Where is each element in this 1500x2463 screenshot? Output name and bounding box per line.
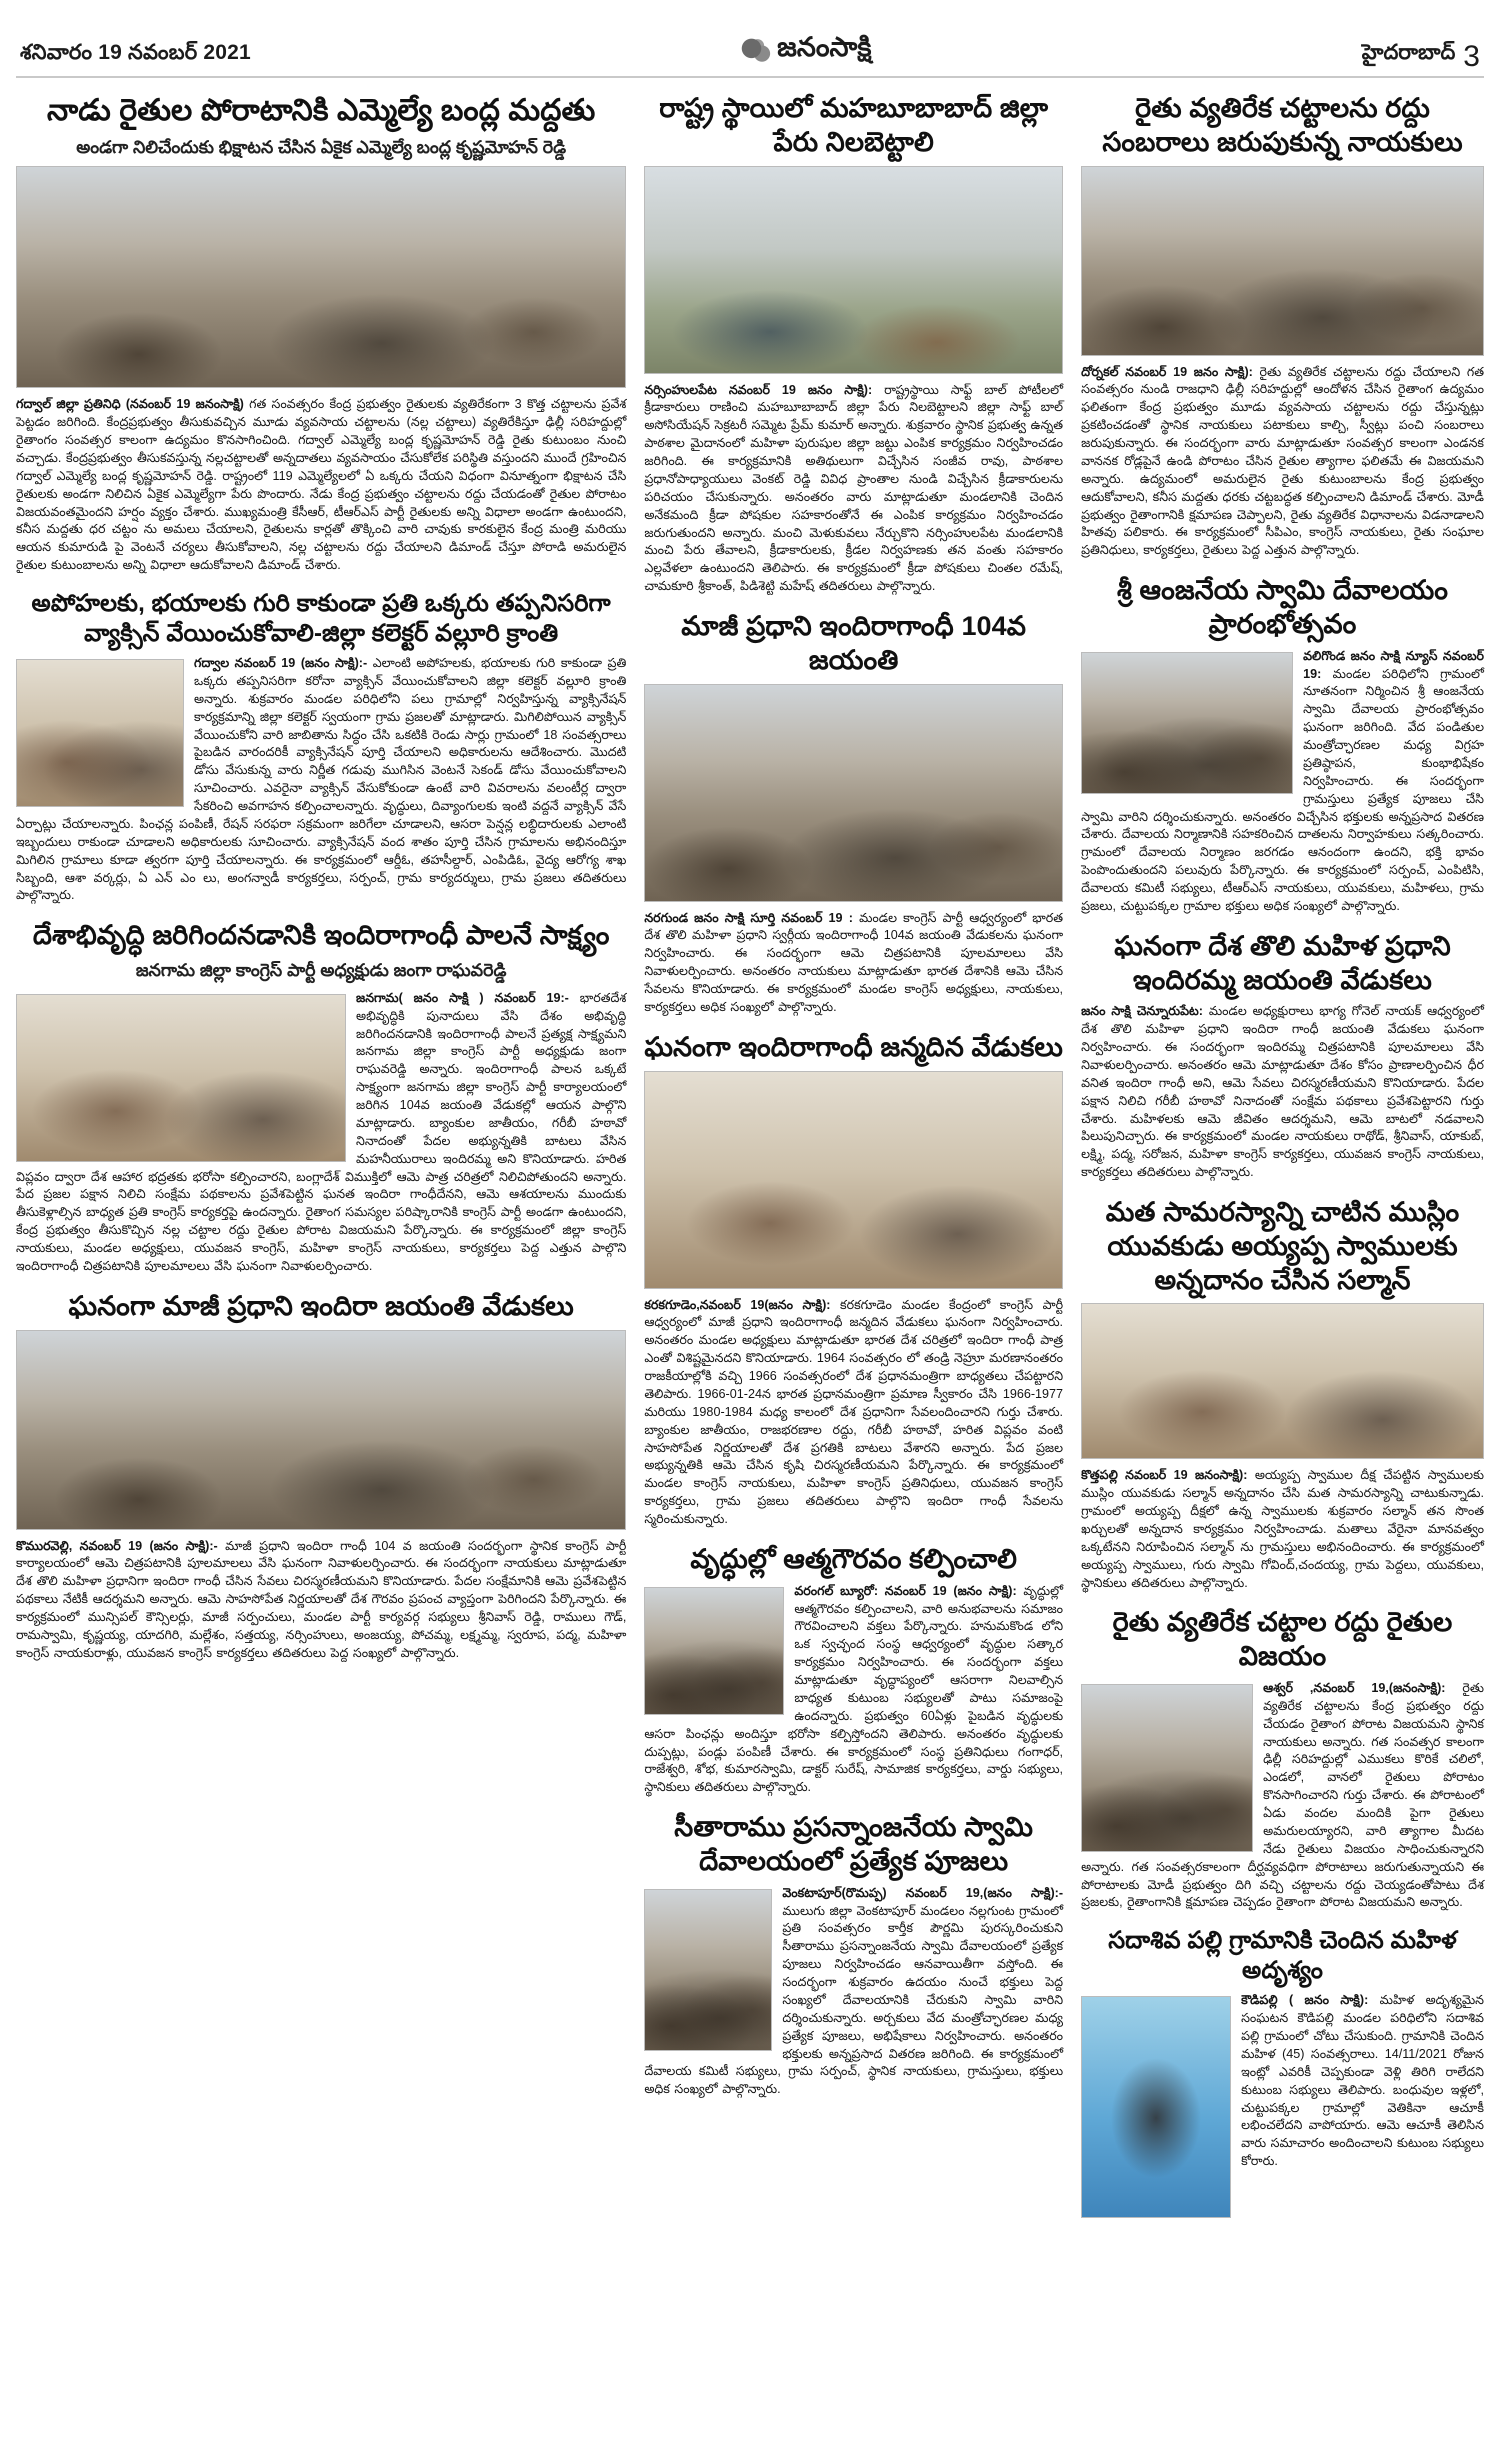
article-body: వెంకటాపూర్(రొమప్ప) నవంబర్ 19,(జనం సాక్షి):- ములుగు జిల్లా వెంకటాపూర్ మండలం నల్లగుంట గ్రామంలో ప్రతి సంవత్సరం కార్తీక పౌర్ణమి పురస్కరించుకుని సీతారాము ప్రసన్నాంజనేయ స్వామి దేవాలయంలో ప్రత్యేక పూజలు నిర్వహించడం ఆనవాయితీగా వస్తోంది. ఈ సందర్భంగా శుక్రవారం ఉదయం నుంచే భక్తులు పెద్ద సంఖ్యలో దేవాలయానికి చేరుకుని స్వామి వారిని దర్శించుకున్నారు. అర్చకులు వేద మంత్రోచ్ఛారణల మధ్య ప్రత్యేక పూజలు, అభిషేకాలు నిర్వహించారు. అనంతరం భక్తులకు అన్నప్రసాద వితరణ జరిగింది. ఈ కార్యక్రమంలో దేవాలయ కమిటీ సభ్యులు, గ్రామ సర్పంచ్, స్థానిక నాయకులు, గ్రామస్తులు, భక్తులు అధిక సంఖ్యలో పాల్గొన్నారు. (644, 1885, 1064, 2097)
article-dateline: జనగామ( జనం సాక్షి ) నవంబర్ 19:- (356, 990, 569, 1005)
article-body: నరగుండ జనం సాక్షి సూర్తి నవంబర్ 19 : మండల కాంగ్రెస్ పార్టీ ఆధ్వర్యంలో భారత దేశ తొలి మహిళా ప్రధాని స్వర్గీయ ఇందిరాగాంధీ 104వ జయంతి వేడుకలను ఘనంగా నిర్వహించారు. ఈ సందర్భంగా ఆమె చిత్రపటానికి పూలమాలలు వేసి నివాళులర్పించారు. అనంతరం నాయకులు మాట్లాడుతూ భారత దేశానికి ఆమె చేసిన సేవలను కొనియాడారు. ఈ కార్యక్రమంలో మండల కాంగ్రెస్ అధ్యక్షులు, నాయకులు, కార్యకర్తలు అధిక సంఖ్యలో పాల్గొన్నారు. (644, 910, 1064, 1014)
article-body: కొత్తపల్లి నవంబర్ 19 జనంసాక్షి): అయ్యప్ప స్వాముల దీక్ష చేపట్టిన స్వాములకు ముస్లిం యువకుడు సల్మాన్ అన్నదానం చేసి మత సామరస్యాన్ని చాటుకున్నాడు. గ్రామంలో అయ్యప్ప దీక్షలో ఉన్న స్వాములకు శుక్రవారం సల్మాన్ తన సొంత ఖర్చులతో అన్నదాన కార్యక్రమం నిర్వహించాడు. మతాలు వేరైనా మానవత్వం ఒక్కటేనని నిరూపించిన సల్మాన్ ను గ్రామస్తులు అభినందించారు. ఈ కార్యక్రమంలో అయ్యప్ప స్వాములు, గురు స్వామి గోవింద్,చందయ్య, గ్రామ పెద్దలు, యువకులు, స్థానికులు తదితరులు పాల్గొన్నారు. (1081, 1468, 1484, 1590)
article-body: గద్వాల్ జిల్లా ప్రతినిధి (నవంబర్ 19 జనంసాక్షి) గత సంవత్సరం కేంద్ర ప్రభుత్వం రైతులకు వ్యతిరేకంగా 3 కొత్త చట్టాలను ప్రవేశ పెట్టడం జరిగింది. కేంద్రప్రభుత్వం తీసుకువచ్చిన మూడు వ్యవసాయ చట్టాలను (నల్ల చట్టాలు) వ్యతిరేకిస్తూ ఢిల్లీ సరిహద్దుల్లో రైతాంగం సంవత్సర కాలంగా ఉద్యమం కొనసాగించింది. గద్వాల్ ఎమ్మెల్యే బంద్ల కృష్ణమోహన్ రెడ్డి రైతు కుటుంబం నుంచి వచ్చాడు. కేంద్రప్రభుత్వం తీసుకవస్తున్న నల్లచట్టాలతో అన్నదాతలు వ్యవసాయం చేసుకోలేక పరిస్థితి వస్తుందని ముందే గ్రహించిన గద్వాల్ ఎమ్మెల్యే బంద్ల కృష్ణమోహన్ రెడ్డి. రాష్ట్రంలో 119 ఎమ్మెల్యేలలో ఏ ఒక్కరు చేయని విధంగా వినూత్నంగా భిక్షాటన చేసి రైతులకు అండగా నిలిచిన ఏకైక ఎమ్మెల్యేగా పేరు పొందారు. నేడు కేంద్ర ప్రభుత్వం చట్టాలను రద్దు చేయడంతో రైతుల పోరాటం విజయవంతమైందని హర్షం వ్యక్తం చేశారు. ముఖ్యమంత్రి కేసీఆర్, టీఆర్ఎస్ పార్టీ రైతులకు అన్ని విధాలా అండగా ఉంటుందని, కనీస మద్దతు ధర చట్టం ను అమలు చేయాలని, రైతులను కార్లతో తొక్కించి వారి చావుకు కారకులైన కేంద్ర మంత్రి మరియు ఆయన కుమారుడి పై వెంటనే చర్యలు తీసుకోవాలని, నల్ల చట్టాలను రద్దు చేయాలని డిమాండ్ చేస్తూ పోరాడి అమరులైన రైతుల కుటుంబాలను అన్ని విధాలా ఆదుకోవాలని డిమాండ్ చేశారు. (16, 397, 627, 573)
article-indira-rule-testimony (16, 919, 626, 1276)
article-missing-woman (1081, 1926, 1484, 2171)
article-farm-laws-repeal-celebration (1081, 92, 1484, 560)
article-headline: మాజీ ప్రధాని ఇందిరాగాంధీ 104వ జయంతి (681, 611, 1027, 675)
article-dateline: వరంగల్ బ్యూరో: నవంబర్ 19 (జనం సాక్షి): (794, 1583, 1017, 1598)
header-rule (16, 76, 1484, 78)
article-dateline: ఆశ్వర్ ,నవంబర్ 19,(జనంసాక్షి): (1263, 1680, 1446, 1695)
article-indira-birthday (644, 1031, 1063, 1529)
article-headline: శ్రీ ఆంజనేయ స్వామి దేవాలయం ప్రారంభోత్సవం (1116, 575, 1449, 639)
article-elderly-dignity (644, 1543, 1063, 1797)
masthead (741, 32, 871, 70)
article-photo (1081, 652, 1293, 794)
article-headline: అపోహలకు, భయాలకు గురి కాకుండా ప్రతి ఒక్కరు తప్పనిసరిగా వ్యాక్సిన్ వేయించుకోవాలి-జిల్లా కలెక్టర్ వల్లూరి క్రాంతి (31, 590, 611, 647)
article-headline: నాడు రైతుల పోరాటానికి ఎమ్మెల్యే బంద్ల మద్దతు (46, 94, 596, 127)
article-body: కొమురవెల్లి, నవంబర్ 19 (జనం సాక్షి):- మాజీ ప్రధాని ఇందిరా గాంధీ 104 వ జయంతి సందర్భంగా స్థానిక కాంగ్రెస్ పార్టీ కార్యాలయంలో ఆమె చిత్రపటానికి పూలమాలలు వేసి ఘనంగా నివాళులర్పించారు. ఈ సందర్భంగా నాయకులు మాట్లాడుతూ దేశ తొలి మహిళా ప్రధానిగా ఇందిరా గాంధీ చేసిన సేవలు చిరస్మరణీయమని కొనియాడారు. పేదల సంక్షేమానికి ఆమె ప్రవేశపెట్టిన పథకాలు నేటికీ ఆదర్శమని అన్నారు. ఆమె సాహసోపేత నిర్ణయాలతో దేశ గౌరవం ప్రపంచ వ్యాప్తంగా పెరిగిందని పేర్కొన్నారు. ఈ కార్యక్రమంలో మున్సిపల్ కౌన్సిలర్లు, మాజీ సర్పంచులు, మండల పార్టీ కార్యవర్గ సభ్యులు శ్రీనివాస్ రెడ్డి, రాములు గౌడ్, రామస్వామి, కృష్ణయ్య, యాదగిరి, మల్లేశం, సత్తయ్య, నర్సింహులు, అంజయ్య, పోచమ్మ, లక్ష్మమ్మ, స్వరూప, పద్మ, మహిళా కాంగ్రెస్ నాయకురాళ్లు, యువజన కాంగ్రెస్ కార్యకర్తలు తదితరులు పెద్ద సంఖ్యలో పాల్గొన్నారు. (16, 1538, 627, 1660)
article-temple-special-pujas (644, 1811, 1063, 2099)
article-headline: రైతు వ్యతిరేక చట్టాలను రద్దు సంబరాలు జరుపుకున్న నాయకులు (1102, 93, 1463, 157)
article-dateline: జనం సాక్షి చెన్నూరుపేట: (1081, 1004, 1203, 1019)
article-indiramma-jayanti-right (1081, 930, 1484, 1182)
article-headline: సదాశివ పల్లి గ్రామానికి చెందిన మహిళ అదృశ్యం (1108, 1927, 1457, 1985)
newspaper-logo-icon (741, 38, 771, 64)
article-photo (16, 659, 184, 807)
article-mla-bandla-support (16, 92, 626, 575)
article-body: జనగామ( జనం సాక్షి ) నవంబర్ 19:- భారతదేశ అభివృద్ధికి పునాదులు వేసి దేశం అభివృద్ధి జరిగిందనడానికి ఇందిరాగాంధీ పాలనే ప్రత్యక్ష సాక్ష్యమని జనగామ జిల్లా కాంగ్రెస్ పార్టీ అధ్యక్షుడు జంగా రాఘవరెడ్డి అన్నారు. ఇందిరాగాంధీ పాలన ఒక్కటే సాక్ష్యంగా జనగామ జిల్లా కాంగ్రెస్ పార్టీ కార్యాలయంలో జరిగిన 104వ జయంతి వేడుకల్లో ఆయన పాల్గొని మాట్లాడారు. బ్యాంకుల జాతీయం, గరీబీ హఠావో నినాదంతో పేదల అభ్యున్నతికి బాటలు వేసిన మహనీయురాలు ఇందిరమ్మ అని కొనియాడారు. హరిత విప్లవం ద్వారా దేశ ఆహార భద్రతకు భరోసా కల్పించారని, బంగ్లాదేశ్ విముక్తిలో ఆమె పాత్ర చరిత్రలో నిలిచిపోతుందని అన్నారు. పేద ప్రజల పక్షాన నిలిచి సంక్షేమ పథకాలను ప్రవేశపెట్టిన ఘనత ఇందిరా గాంధీదేనని, ఆమె ఆశయాలను ముందుకు తీసుకెళ్లాల్సిన బాధ్యత ప్రతి కాంగ్రెస్ కార్యకర్తపై ఉందన్నారు. రైతాంగ సమస్యల పరిష్కారానికి కాంగ్రెస్ పార్టీ అండగా ఉంటుందని, కేంద్ర ప్రభుత్వం తీసుకొచ్చిన నల్ల చట్టాల రద్దు రైతుల పోరాట విజయమని పేర్కొన్నారు. ఈ కార్యక్రమంలో జిల్లా కాంగ్రెస్ నాయకులు, మండల అధ్యక్షులు, యువజన కాంగ్రెస్, మహిళా కాంగ్రెస్ నాయకులు, కార్యకర్తలు పెద్ద ఎత్తున పాల్గొని ఇందిరాగాంధీ చిత్రపటానికి పూలమాలలు వేసి ఘనంగా నివాళులర్పించారు. (16, 990, 627, 1273)
article-indira-104-jayanti (644, 610, 1063, 1017)
article-photo (1081, 166, 1484, 356)
edition-info (1361, 40, 1480, 73)
article-headline: రైతు వ్యతిరేక చట్టాల రద్దు రైతుల విజయం (1112, 1607, 1453, 1672)
article-dateline: గద్వాల్ జిల్లా ప్రతినిధి (నవంబర్ 19 జనంసాక్షి) (16, 397, 244, 412)
column-left (16, 88, 626, 2222)
article-body: నర్సింహులపేట నవంబర్ 19 జనం సాక్షి): రాష్ట్రస్థాయి సాఫ్ట్ బాల్ పోటీలలో క్రీడాకారులు రాణించి మహబూబాబాద్ జిల్లా పేరు నిలబెట్టాలని జిల్లా సాఫ్ట్ బాల్ అసోసియేషన్ సెక్రటరీ సమ్మెట ప్రేమ్ కుమార్ అన్నారు. శుక్రవారం స్థానిక ప్రభుత్వ ఉన్నత పాఠశాల మైదానంలో మహిళా పురుషుల జిల్లా జట్టు ఎంపిక కార్యక్రమం నిర్వహించడం జరిగింది. ఈ కార్యక్రమానికి అతిథులుగా విచ్చేసిన సంజీవ రావు, పాఠశాల ప్రధానోపాధ్యాయులు వెంకట్ రెడ్డి వివిధ ప్రాంతాల నుండి విచ్చేసిన క్రీడాకారులను పరిచయం చేసుకున్నారు. అనంతరం వారు మాట్లాడుతూ మండలానికి చెందిన అనేకమంది క్రీడా పోషకుల సహకారంతోనే ఈ ఎంపిక కార్యక్రమం నిర్వహించడం జరుగుతుందని అన్నారు. మంచి మెళుకువలు నేర్చుకొని నర్సింహులపేట మండలానికి మంచి పేరు తేవాలని, క్రీడాకారులకు, క్రీడల నిర్వహణకు తన వంతు సహకారం ఎల్లవేళలా ఉంటుందని తెలిపారు. ఈ కార్యక్రమంలో క్రీడా పోషకులు చింతల రమేష్, చామకూరి శ్రీకాంత్, పిడిశెట్టి మహేష్ తదితరులు పాల్గొన్నారు. (644, 382, 1064, 594)
article-dateline: కొమురవెల్లి, నవంబర్ 19 (జనం సాక్షి):- (16, 1538, 218, 1553)
column-right (1081, 88, 1484, 2222)
article-softball-selection (644, 92, 1063, 596)
article-dateline: నరగుండ జనం సాక్షి సూర్తి నవంబర్ 19 : (644, 910, 853, 925)
article-headline: దేశాభివృద్ధి జరిగిందనడానికి ఇందిరాగాంధీ పాలనే సాక్ష్యం (32, 920, 610, 951)
article-subhead: అండగా నిలిచేందుకు భిక్షాటన చేసిన ఏకైక ఎమ్మెల్యే బంద్ల కృష్ణమోహన్ రెడ్డి (76, 136, 567, 157)
article-dateline: గద్వాల నవంబర్ 19 (జనం సాక్షి):- (194, 656, 368, 670)
article-photo (644, 684, 1063, 902)
article-body: వలిగొండ జనం సాక్షి న్యూస్ నవంబర్ 19: మండల పరిధిలోని గ్రామంలో నూతనంగా నిర్మించిన శ్రీ ఆంజనేయ స్వామి దేవాలయ ప్రారంభోత్సవం ఘనంగా జరిగింది. వేద పండితుల మంత్రోచ్ఛారణల మధ్య విగ్రహ ప్రతిష్ఠాపన, కుంభాభిషేకం నిర్వహించారు. ఈ సందర్భంగా గ్రామస్తులు ప్రత్యేక పూజలు చేసి స్వామి వారిని దర్శించుకున్నారు. అనంతరం విచ్చేసిన భక్తులకు అన్నప్రసాద వితరణ చేశారు. దేవాలయ నిర్మాణానికి సహకరించిన దాతలను నిర్వాహకులు సత్కరించారు. గ్రామంలో దేవాలయ నిర్మాణం జరగడం ఆనందంగా ఉందని, భక్తి భావం పెంపొందుతుందని పలువురు పేర్కొన్నారు. ఈ కార్యక్రమంలో సర్పంచ్, ఎంపిటిసి, దేవాలయ కమిటీ సభ్యులు, టీఆర్ఎస్ నాయకులు, యువకులు, మహిళలు, గ్రామ ప్రజలు, చుట్టుపక్కల గ్రామాల భక్తులు అధిక సంఖ్యలో పాల్గొన్నారు. (1081, 648, 1484, 913)
page-number: 3 (1463, 40, 1480, 73)
article-dateline: వలిగొండ జనం సాక్షి న్యూస్ నవంబర్ 19: (1303, 648, 1484, 681)
article-anjaneya-temple-opening (1081, 574, 1484, 916)
article-body: వరంగల్ బ్యూరో: నవంబర్ 19 (జనం సాక్షి): వృద్ధుల్లో ఆత్మగౌరవం కల్పించాలని, వారి అనుభవాలను సమాజం గౌరవించాలని వక్తలు పేర్కొన్నారు. హనుమకొండ లోని ఒక స్వచ్ఛంద సంస్థ ఆధ్వర్యంలో వృద్ధుల సత్కార కార్యక్రమం నిర్వహించారు. ఈ సందర్భంగా వక్తలు మాట్లాడుతూ వృద్ధాప్యంలో ఆసరాగా నిలవాల్సిన బాధ్యత కుటుంబ సభ్యులతో పాటు సమాజంపై ఉందన్నారు. ప్రభుత్వం 60ఏళ్లు పైబడిన వృద్ధులకు ఆసరా పింఛన్లు అందిస్తూ భరోసా కల్పిస్తోందని తెలిపారు. అనంతరం వృద్ధులకు దుప్పట్లు, పండ్లు పంపిణీ చేశారు. ఈ కార్యక్రమంలో సంస్థ ప్రతినిధులు గంగాధర్, రాజేశ్వరి, శోభ, కుమారస్వామి, డాక్టర్ సురేష్, సామాజిక కార్యకర్తలు, వార్డు సభ్యులు, స్థానికులు తదితరులు పాల్గొన్నారు. (644, 1583, 1064, 1795)
article-headline: ఘనంగా ఇందిరాగాంధీ జన్మదిన వేడుకలు (644, 1031, 1063, 1062)
column-middle (644, 88, 1063, 2222)
article-photo (16, 166, 626, 388)
article-photo (644, 1587, 784, 1715)
article-headline: మత సామరస్యాన్ని చాటిన ముస్లిం యువకుడు అయ్యప్ప స్వాములకు అన్నదానం చేసిన సల్మాన్ (1105, 1197, 1460, 1295)
article-headline: సీతారాము ప్రసన్నాంజనేయ స్వామి దేవాలయంలో ప్రత్యేక పూజలు (674, 1812, 1034, 1876)
article-photo (644, 1889, 772, 2051)
article-photo (644, 1071, 1063, 1289)
article-dateline: నర్సింహులపేట నవంబర్ 19 జనం సాక్షి): (644, 382, 873, 397)
article-subhead: జనగామ జిల్లా కాంగ్రెస్ పార్టీ అధ్యక్షుడు జంగా రాఘవరెడ్డి (135, 960, 507, 980)
article-headline: ఘనంగా దేశ తొలి మహిళ ప్రధాని ఇందిరమ్మ జయంతి వేడుకలు (1114, 930, 1451, 995)
edition-date: శనివారం 19 నవంబర్ 2021 (20, 41, 251, 64)
article-headline: రాష్ట్ర స్థాయిలో మహబూబాబాద్ జిల్లా పేరు నిలబెట్టాలి (659, 93, 1049, 157)
article-dateline: దోర్నకల్ నవంబర్ 19 జనం సాక్షి): (1081, 364, 1253, 379)
article-body: జనం సాక్షి చెన్నూరుపేట: మండల అధ్యక్షురాలు భాగ్య గోనెల్ నాయక్ ఆధ్వర్యంలో దేశ తొలి మహిళా ప్రధాని ఇందిరా గాంధీ జయంతి వేడుకలు ఘనంగా నిర్వహించారు. ఈ సందర్భంగా ఇందిరమ్మ చిత్రపటానికి పూలమాలలు వేసి నివాళులర్పించారు. అనంతరం ఆమె మాట్లాడుతూ దేశం కోసం ప్రాణాలర్పించిన ధీర వనిత ఇందిరా గాంధీ అని, ఆమె సేవలు చిరస్మరణీయమని కొనియాడారు. పేదల పక్షాన నిలిచి గరీబీ హఠావో నినాదంతో సంక్షేమ పథకాలు ప్రవేశపెట్టారని గుర్తు చేశారు. మహిళలకు ఆమె జీవితం ఆదర్శమని, ఆమె బాటలో నడవాలని పిలుపునిచ్చారు. ఈ కార్యక్రమంలో మండల నాయకులు రాథోడ్, శ్రీనివాస్, యాకుబ్, లక్ష్మి, పద్మ, సరోజన, మహిళా కాంగ్రెస్ కార్యకర్తలు, యువజన కాంగ్రెస్ నాయకులు, కార్యకర్తలు తదితరులు పాల్గొన్నారు. (1081, 1004, 1484, 1180)
article-body: దోర్నకల్ నవంబర్ 19 జనం సాక్షి): రైతు వ్యతిరేక చట్టాలను రద్దు చేయాలని గత సంవత్సరం నుండి రాజధాని ఢిల్లీ సరిహద్దుల్లో ఆందోళన చేసిన రైతాంగ ఉద్యమం ఫలితంగా కేంద్ర ప్రభుత్వం మూడు వ్యవసాయ చట్టాలను రద్దు చేస్తున్నట్లు ప్రకటించడంతో స్థానిక నాయకులు పటాకులు కాల్చి, స్వీట్లు పంచి సంబరాలు జరుపుకున్నారు. ఈ సందర్భంగా వారు మాట్లాడుతూ సంవత్సర కాలంగా ఎండనక వాననక రోడ్లపైనే ఉండి పోరాటం చేసిన రైతుల త్యాగాల ఫలితమే ఈ విజయమని అన్నారు. ఉద్యమంలో అమరులైన రైతు కుటుంబాలను కేంద్ర ప్రభుత్వం ఆదుకోవాలని, కనీస మద్దతు ధరకు చట్టబద్ధత కల్పించాలని డిమాండ్ చేశారు. మోడీ ప్రభుత్వం రైతాంగానికి క్షమాపణ చెప్పాలని, రైతు వ్యతిరేక విధానాలను విడనాడాలని హితవు పలికారు. ఈ కార్యక్రమంలో సీపిఎం, కాంగ్రెస్ నాయకులు, రైతు సంఘాల ప్రతినిధులు, కార్యకర్తలు, రైతులు పెద్ద ఎత్తున పాల్గొన్నారు. (1081, 364, 1484, 558)
masthead-bar (14, 0, 1486, 76)
article-photo (16, 1330, 626, 1530)
article-dateline: కరకగూడెం,నవంబర్ 19(జనం సాక్షి): (644, 1297, 831, 1312)
article-body: కరకగూడెం,నవంబర్ 19(జనం సాక్షి): కరకగూడెం మండల కేంద్రంలో కాంగ్రెస్ పార్టీ ఆధ్వర్యంలో మాజీ ప్రధాని ఇందిరాగాంధీ జన్మదిన వేడుకలు ఘనంగా నిర్వహించారు. అనంతరం మండల అధ్యక్షులు మాట్లాడుతూ భారత దేశ చరిత్రలో ఇందిరా గాంధీ పాత్ర ఎంతో విశిష్టమైనదని కొనియాడారు. 1964 సంవత్సరం లో తండ్రి నెహ్రూ మరణానంతరం రాజకీయాల్లోకి వచ్చి 1966 సంవత్సరంలో దేశ ప్రధానమంత్రిగా బాధ్యతలు చేపట్టారని తెలిపారు. 1966-01-24న భారత ప్రధానమంత్రిగా ప్రమాణ స్వీకారం చేసి 1966-1977 మరియు 1980-1984 మధ్య కాలంలో దేశ ప్రధానిగా సేవలందించారని గుర్తు చేశారు. బ్యాంకుల జాతీయం, రాజభరణాల రద్దు, గరీబీ హఠావో, హరిత విప్లవం వంటి సాహసోపేత నిర్ణయాలతో దేశ ప్రగతికి బాటలు వేశారని అన్నారు. పేద ప్రజల అభ్యున్నతికి ఆమె చేసిన కృషి చిరస్మరణీయమని పేర్కొన్నారు. ఈ కార్యక్రమంలో మండల కాంగ్రెస్ నాయకులు, మహిళా కాంగ్రెస్ ప్రతినిధులు, యువజన కాంగ్రెస్ కార్యకర్తలు, గ్రామ ప్రజలు తదితరులు పాల్గొని ఇందిరా గాంధీ సేవలను స్మరించుకున్నారు. (644, 1297, 1064, 1526)
article-dateline: కౌడిపల్లి ( జనం సాక్షి): (1241, 1993, 1369, 2008)
article-photo (1081, 1684, 1253, 1852)
article-body: కౌడిపల్లి ( జనం సాక్షి): మహిళ అదృశ్యమైన సంఘటన కౌడిపల్లి మండల పరిధిలోని సదాశివ పల్లి గ్రామంలో చోటు చేసుకుంది. గ్రామానికి చెందిన మహిళ (45) సంవత్సరాలు. 14/11/2021 రోజున ఇంట్లో ఎవరికీ చెప్పకుండా వెళ్లి తిరిగి రాలేదని కుటుంబ సభ్యులు తెలిపారు. బంధువుల ఇళ్లలో, చుట్టుపక్కల గ్రామాల్లో వెతికినా ఆచూకీ లభించలేదని వాపోయారు. ఆమె ఆచూకీ తెలిసిన వారు సమాచారం అందించాలని కుటుంబ సభ్యులు కోరారు. (1081, 1992, 1484, 2171)
article-vaccination-collector (16, 589, 626, 905)
article-dateline: కొత్తపల్లి నవంబర్ 19 జనంసాక్షి): (1081, 1468, 1248, 1483)
article-muslim-youth-annadanam (1081, 1196, 1484, 1592)
edition-city: హైదరాబాద్ (1361, 41, 1456, 64)
article-headline: ఘనంగా మాజీ ప్రధాని ఇందిరా జయంతి వేడుకలు (68, 1290, 574, 1321)
article-indira-jayanti-left (16, 1290, 626, 1663)
article-photo (1081, 1996, 1231, 2218)
article-photo (16, 994, 346, 1162)
article-photo (1081, 1303, 1484, 1459)
article-body: గద్వాల నవంబర్ 19 (జనం సాక్షి):- ఎలాంటి అపోహలకు, భయాలకు గురి కాకుండా ప్రతి ఒక్కరు తప్పనిసరిగా కరోనా వ్యాక్సిన్ వేయించుకోవాలని జిల్లా కలెక్టర్ వల్లూరి క్రాంతి అన్నారు. శుక్రవారం మండల పరిధిలోని పలు గ్రామాల్లో నిర్వహిస్తున్న వ్యాక్సినేషన్ కార్యక్రమాన్ని జిల్లా కలెక్టర్ స్వయంగా గ్రామ ప్రజలతో మాట్లాడారు. మిగిలిపోయిన వ్యాక్సిన్ వేయించుకోని వారి జాబితాను సిద్ధం చేసి ఒకటికి రెండు సార్లు గ్రామంలో 18 సంవత్సరాలు పైబడిన వారందరికీ వ్యాక్సినేషన్ పూర్తి చేయాలని అధికారులను ఆదేశించారు. మొదటి డోసు వేసుకున్న వారు నిర్ణీత గడువు ముగిసిన వెంటనే సెకండ్ డోసు వేయించుకోవాలని సూచించారు. ఎవరైనా వ్యాక్సిన్ వేసుకోకుండా ఉంటే వారి వివరాలను వలంటీర్ల ద్వారా సేకరించి అవగాహన కల్పించాలన్నారు. వృద్ధులు, దివ్యాంగులకు ఇంటి వద్దనే వ్యాక్సిన్ వేసే ఏర్పాట్లు చేయాలన్నారు. పింఛన్ల పంపిణీ, రేషన్ సరఫరా సక్రమంగా జరిగేలా చూడాలని, ఆసరా పెన్షన్ల లబ్ధిదారులకు ఎలాంటి ఇబ్బందులు రాకుండా చూడాలని అధికారులకు సూచించారు. వ్యాక్సినేషన్ వంద శాతం పూర్తి చేసిన గ్రామాలను అభినందిస్తూ మిగిలిన గ్రామాలు కూడా త్వరగా పూర్తి చేయాలన్నారు. ఈ కార్యక్రమంలో ఆర్డీఓ, తహసీల్దార్, ఎంపిడిఓ, వైద్య ఆరోగ్య శాఖ సిబ్బంది, ఆశా వర్కర్లు, ఏ ఎన్ ఎం లు, అంగన్వాడీ కార్యకర్తలు, సర్పంచ్, గ్రామ కార్యదర్శులు, గ్రామ ప్రజలు తదితరులు పాల్గొన్నారు. (16, 656, 627, 903)
columns (14, 86, 1486, 2224)
article-farm-laws-farmers-victory (1081, 1606, 1484, 1912)
article-dateline: వెంకటాపూర్(రొమప్ప) నవంబర్ 19,(జనం సాక్షి):- (782, 1885, 1064, 1900)
masthead-title: జనంసాక్షి (777, 32, 872, 62)
article-body: ఆశ్వర్ ,నవంబర్ 19,(జనంసాక్షి): రైతు వ్యతిరేక చట్టాలను కేంద్ర ప్రభుత్వం రద్దు చేయడం రైతాంగ పోరాట విజయమని స్థానిక నాయకులు అన్నారు. గత సంవత్సర కాలంగా ఢిల్లీ సరిహద్దుల్లో ఎముకలు కొరికే చలిలో, ఎండలో, వానలో రైతులు పోరాటం కొనసాగించారని గుర్తు చేశారు. ఈ పోరాటంలో ఏడు వందల మందికి పైగా రైతులు అమరులయ్యారని, వారి త్యాగాల మీదట నేడు రైతులు విజయం సాధించుకున్నారని అన్నారు. గత సంవత్సరకాలంగా దీర్ఘవ్యవధిగా పోరాటాలు జరుగుతున్నాయని ఈ పోరాటాలకు మోడీ ప్రభుత్వం దిగి వచ్చి చట్టాలను రద్దు చెయ్యడంతోపాటు దేశ ప్రజలకు, రైతాంగానికి క్షమాపణ చెప్పడం రైతాంగా పోరాట విజయమని అన్నారు. (1081, 1680, 1484, 1910)
article-photo (644, 166, 1063, 374)
article-headline: వృద్ధుల్లో ఆత్మగౌరవం కల్పించాలి (690, 1543, 1018, 1574)
